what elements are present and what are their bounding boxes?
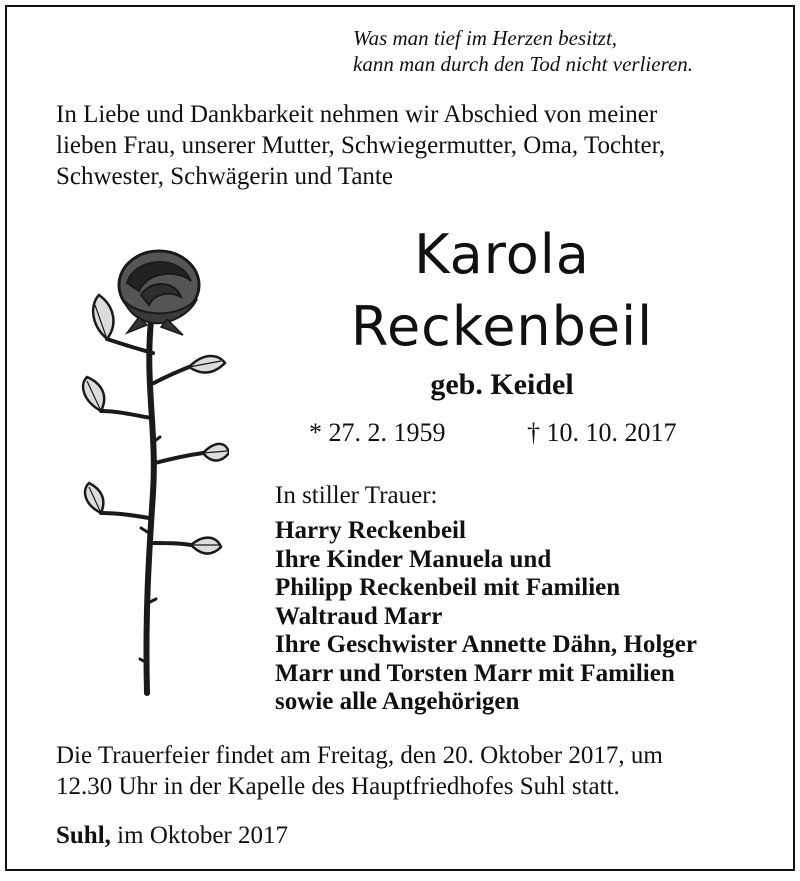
birth-date: * 27. 2. 1959 — [309, 418, 446, 447]
place-name: Suhl, — [56, 822, 111, 849]
mourners-label: In stiller Trauer: — [275, 482, 438, 509]
mourner-line: Ihre Kinder Manuela und — [275, 545, 552, 573]
obituary-card — [5, 5, 795, 871]
rose-icon — [79, 243, 229, 703]
last-name: Reckenbeil — [350, 295, 654, 358]
mourner-line: Waltraud Marr — [275, 602, 443, 630]
intro-text — [56, 99, 776, 192]
ceremony-line-1: Die Trauerfeier findet am Freitag, den 20. Oktober 2017, um — [56, 742, 663, 769]
ceremony-info — [56, 740, 776, 802]
ceremony-line-2: 12.30 Uhr in der Kapelle des Hauptfriedhofes Suhl statt. — [56, 773, 620, 800]
mourner-line: Harry Reckenbeil — [275, 517, 466, 544]
mourner-line: sowie alle Angehörigen — [275, 688, 520, 715]
intro-line-3: Schwester, Schwägerin und Tante — [56, 163, 393, 190]
place-date — [56, 821, 288, 851]
motto-line-2: kann man durch den Tod nicht verlieren. — [353, 52, 694, 76]
first-name: Karola — [414, 223, 590, 286]
mourner-line: Philipp Reckenbeil mit Familien — [275, 574, 621, 601]
death-date: † 10. 10. 2017 — [527, 418, 677, 447]
motto-quote — [353, 25, 693, 77]
mourners-list — [275, 517, 775, 717]
closing-date: im Oktober 2017 — [117, 822, 288, 849]
intro-line-1: In Liebe und Dankbarkeit nehmen wir Abschied von meiner — [56, 101, 658, 128]
mourner-line: Marr und Torsten Marr mit Familien — [275, 659, 675, 687]
intro-line-2: lieben Frau, unserer Mutter, Schwiegermutter, Oma, Tochter, — [56, 132, 666, 159]
mourner-line: Ihre Geschwister Annette Dähn, Holger — [275, 631, 697, 658]
maiden-name: geb. Keidel — [430, 368, 574, 401]
deceased-name — [237, 219, 767, 363]
motto-line-1: Was man tief im Herzen besitzt, — [353, 26, 618, 50]
